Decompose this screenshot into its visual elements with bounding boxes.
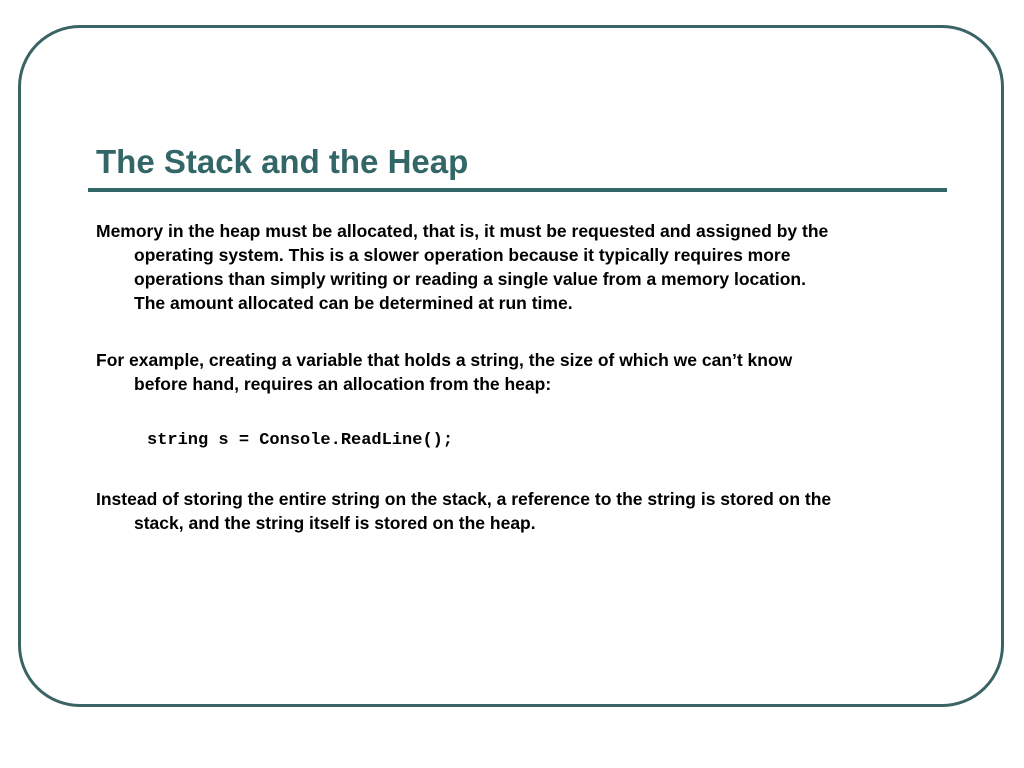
body-paragraph-heap-allocation (96, 219, 946, 315)
body-paragraph-example (96, 348, 946, 396)
code-example: string s = Console.ReadLine(); (147, 431, 454, 450)
paragraph-text: Instead of storing the entire string on the stack, a reference to the string is stored on the stack, and the string itself is stored on the heap. (96, 489, 832, 533)
title-divider (88, 188, 947, 192)
slide-title: The Stack and the Heap (96, 143, 469, 180)
paragraph-text: For example, creating a variable that holds a string, the size of which we can’t know before hand, requires an allocation from the heap: (96, 350, 793, 394)
paragraph-text: Memory in the heap must be allocated, that is, it must be requested and assigned by the operating system. This is a slower operation because it typically requires more operations than simply writing or reading a single value from a memory location. The amount allocated can be determined at run time. (96, 221, 829, 313)
body-paragraph-reference (96, 487, 946, 535)
